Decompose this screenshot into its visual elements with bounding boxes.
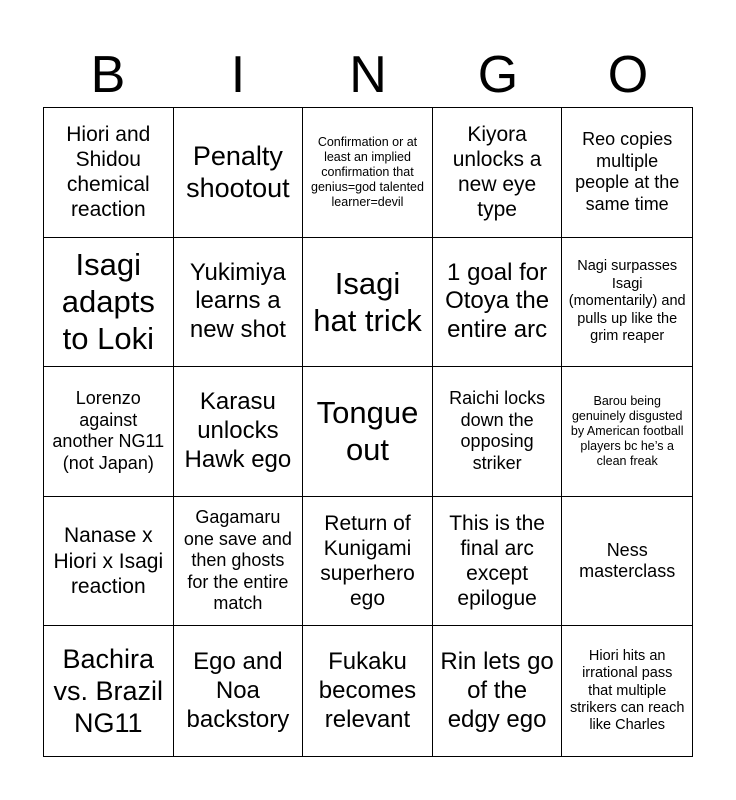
bingo-cell[interactable]: Ego and Noa backstory [174,626,304,756]
bingo-cell[interactable]: Yukimiya learns a new shot [174,238,304,368]
bingo-cell[interactable]: Reo copies multiple people at the same time [562,108,692,238]
bingo-cell[interactable]: Nagi surpasses Isagi (momentarily) and pulls up like the grim reaper [562,238,692,368]
bingo-cell[interactable]: This is the final arc except epilogue [433,497,563,627]
bingo-cell[interactable]: 1 goal for Otoya the entire arc [433,238,563,368]
bingo-cell[interactable]: Penalty shootout [174,108,304,238]
bingo-cell[interactable]: Bachira vs. Brazil NG11 [44,626,174,756]
bingo-cell[interactable]: Nanase x Hiori x Isagi reaction [44,497,174,627]
bingo-cell[interactable]: Fukaku becomes relevant [303,626,433,756]
header-letter-o: O [607,46,649,104]
header-letter-n: N [349,46,387,104]
bingo-cell[interactable]: Gagamaru one save and then ghosts for the entire match [174,497,304,627]
bingo-cell[interactable]: Ness masterclass [562,497,692,627]
bingo-cell[interactable]: Return of Kunigami superhero ego [303,497,433,627]
bingo-cell[interactable]: Isagi adapts to Loki [44,238,174,368]
bingo-cell[interactable]: Rin lets go of the edgy ego [433,626,563,756]
bingo-cell[interactable]: Raichi locks down the opposing striker [433,367,563,497]
bingo-cell[interactable]: Isagi hat trick [303,238,433,368]
bingo-cell[interactable]: Tongue out [303,367,433,497]
bingo-cell[interactable]: Lorenzo against another NG11 (not Japan) [44,367,174,497]
bingo-board [43,107,693,757]
bingo-cell[interactable]: Karasu unlocks Hawk ego [174,367,304,497]
bingo-cell[interactable]: Kiyora unlocks a new eye type [433,108,563,238]
header-letter-b: B [90,46,126,104]
bingo-cell[interactable]: Barou being genuinely disgusted by American football players bc he’s a clean freak [562,367,692,497]
bingo-header [43,42,693,108]
header-letter-i: I [230,46,246,104]
bingo-cell[interactable]: Hiori and Shidou chemical reaction [44,108,174,238]
header-letter-g: G [477,46,519,104]
bingo-cell[interactable]: Confirmation or at least an implied confirmation that genius=god talented learner=devil [303,108,433,238]
bingo-cell[interactable]: Hiori hits an irrational pass that multiple strikers can reach like Charles [569,647,685,734]
